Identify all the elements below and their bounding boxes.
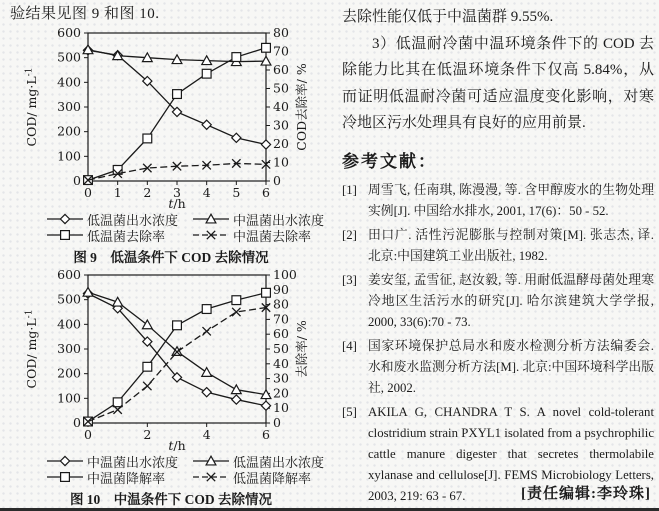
diamond-marker: [232, 133, 241, 142]
x-tick-label: 2: [143, 427, 152, 442]
paragraph-point-3: 3）低温耐冷菌中温环境条件下的 COD 去除能力比其在低温环境条件下仅高 5.84%，从而证明低温耐冷菌可适应温度变化影响，对寒冷地区污水处理具有良好的应用前景.: [342, 35, 654, 131]
legend-label: 低温菌出水浓度: [87, 212, 179, 228]
reference-text: AKILA G, CHANDRA T S. A novel cold-tolerant clostridium strain PXYL1 isolated from a psychrophilic cattle manure digester that secretes thermolabile xylanase and cellulose[J]. FEMS Microbiology Letters, 2003, 219: 63 - 67.: [368, 404, 654, 503]
legend-label: 中温菌降解率: [87, 470, 166, 486]
y-axis-right-label: COD去除率/ %: [294, 63, 309, 151]
figure-9-chart: [4, 25, 334, 211]
x-tick-label: 0: [84, 427, 92, 442]
legend-label: 中温菌出水浓度: [233, 212, 325, 228]
y-right-tick-label: 10: [273, 400, 289, 416]
figure-10: [4, 267, 338, 507]
cross-marker: [143, 382, 151, 390]
legend-key: [46, 229, 84, 241]
x-tick-label: 6: [262, 185, 270, 200]
figure-9-legend: [4, 211, 338, 243]
y-right-tick-label: 100: [273, 267, 297, 282]
x-tick-label: 5: [232, 185, 241, 200]
y-right-tick-label: 70: [273, 43, 289, 59]
triangle-marker: [202, 368, 212, 377]
square-marker: [262, 43, 271, 52]
figure-10-caption: 图 10 中温条件下 COD 去除情况: [69, 492, 273, 507]
figure-10-chart: [4, 267, 334, 453]
legend-key: [192, 229, 230, 241]
x-axis-label: t/h: [168, 438, 186, 453]
diamond-marker: [60, 456, 69, 465]
legend-key: [192, 213, 230, 225]
y-right-tick-label: 70: [273, 311, 289, 327]
square-marker: [262, 288, 271, 297]
legend-row: [46, 469, 338, 485]
square-marker: [173, 321, 182, 330]
cross-marker: [202, 327, 210, 335]
y-axis-right-label: 去除率/ %: [294, 320, 309, 378]
legend-key: [192, 455, 230, 467]
diamond-marker: [261, 140, 270, 149]
legend-key: [46, 471, 84, 483]
x-tick-label: 6: [262, 427, 270, 442]
reference-text: 周雪飞, 任南琪, 陈漫漫, 等. 含甲醇废水的生物处理实例[J]. 中国给水排水, 2001, 17(6)：50 - 52.: [368, 182, 654, 218]
legend-item: [46, 226, 192, 245]
y-left-tick-label: 0: [73, 415, 81, 430]
x-tick-label: 4: [202, 427, 211, 442]
triangle-marker: [142, 320, 152, 329]
y-right-tick-label: 90: [273, 281, 289, 297]
legend-label: 低温菌降解率: [233, 470, 312, 486]
y-left-tick-label: 500: [57, 291, 81, 307]
references-list: [342, 180, 654, 507]
y-right-tick-label: 60: [273, 62, 289, 77]
y-right-tick-label: 30: [273, 370, 289, 386]
y-left-tick-label: 600: [57, 25, 81, 40]
reference-number: [5]: [342, 404, 357, 419]
y-axis-left-label: COD/ $mg\cdot L^{-1}$: [24, 309, 39, 389]
y-left-tick-label: 200: [57, 365, 81, 381]
y-right-tick-label: 10: [273, 154, 289, 170]
x-axis-label: t/h: [168, 196, 186, 211]
y-right-tick-label: 0: [273, 173, 281, 188]
legend-key: [46, 455, 84, 467]
y-right-tick-label: 80: [273, 296, 289, 312]
legend-item: [46, 468, 192, 487]
figure-10-legend: [4, 453, 338, 485]
y-right-tick-label: 50: [273, 80, 289, 96]
square-marker: [113, 398, 122, 407]
y-right-tick-label: 60: [273, 326, 289, 342]
y-right-tick-label: 0: [273, 415, 281, 430]
y-left-tick-label: 400: [57, 74, 81, 90]
x-tick-label: 4: [202, 185, 211, 200]
legend-label: 低温菌出水浓度: [233, 454, 325, 470]
legend-row: [46, 227, 338, 243]
square-marker: [143, 134, 152, 143]
diamond-marker: [60, 214, 69, 223]
y-axis-left-label: COD/ $mg\cdot L^{-1}$: [24, 67, 39, 147]
intro-text: 验结果见图 9 和图 10.: [10, 6, 160, 22]
y-left-tick-label: 100: [57, 390, 81, 406]
y-left-tick-label: 300: [57, 99, 81, 114]
y-left-tick-label: 500: [57, 49, 81, 65]
diamond-marker: [261, 401, 270, 410]
y-right-tick-label: 80: [273, 25, 289, 40]
y-left-tick-label: 300: [57, 341, 81, 356]
y-right-tick-label: 50: [273, 341, 289, 356]
square-marker: [232, 53, 241, 62]
text-column: [342, 4, 654, 510]
figure-9: [4, 25, 338, 265]
paragraph-continued: 去除性能仅低于中温菌群 9.55%.: [342, 9, 554, 25]
x-tick-label: 2: [143, 185, 152, 200]
diamond-marker: [232, 395, 241, 404]
y-right-tick-label: 40: [273, 99, 289, 114]
reference-text: 田口广. 活性污泥膨胀与控制对策[M]. 张志杰, 译. 北京:中国建筑工业出版社, 1982.: [368, 227, 654, 263]
reference-item-4: [342, 336, 654, 399]
square-marker: [202, 305, 211, 314]
x-tick-label: 3: [173, 185, 181, 200]
triangle-marker: [113, 297, 123, 306]
reference-number: [1]: [342, 182, 357, 197]
square-marker: [173, 90, 182, 99]
x-tick-label: 0: [84, 185, 92, 200]
y-right-tick-label: 20: [273, 136, 289, 151]
reference-number: [2]: [342, 227, 357, 242]
references-heading: 参考文献：: [342, 151, 437, 171]
legend-label: 中温菌去除率: [233, 228, 312, 244]
legend-key: [46, 213, 84, 225]
reference-number: [4]: [342, 338, 357, 353]
y-left-tick-label: 600: [57, 267, 81, 282]
legend-label: 中温菌出水浓度: [87, 454, 179, 470]
y-left-tick-label: 100: [57, 148, 81, 164]
reference-text: 姜安玺, 孟雪征, 赵汝毅, 等. 用耐低温酵母菌处理寒冷地区生活污水的研究[J]. 哈尔滨建筑大学学报, 2000, 33(6):70 - 73.: [368, 272, 654, 329]
square-marker: [61, 473, 70, 482]
figure-9-caption: 图 9 低温条件下 COD 去除情况: [73, 250, 269, 265]
reference-number: [3]: [342, 272, 357, 287]
x-tick-label: 1: [113, 185, 122, 200]
reference-text: 国家环境保护总局水和废水检测分析方法编委会. 水和废水监测分析方法[M]. 北京:中国环境科学出版社, 2002.: [368, 338, 654, 395]
diamond-marker: [202, 120, 211, 129]
square-marker: [61, 231, 70, 240]
triangle-marker: [231, 385, 241, 394]
y-right-tick-label: 20: [273, 385, 289, 401]
editor-note: [责任编辑:李玲珠]: [521, 486, 651, 502]
diamond-marker: [202, 388, 211, 397]
y-right-tick-label: 40: [273, 355, 289, 371]
legend-item: [192, 468, 338, 487]
square-marker: [232, 296, 241, 305]
legend-key: [192, 471, 230, 483]
square-marker: [202, 69, 211, 78]
y-left-tick-label: 400: [57, 316, 81, 332]
y-left-tick-label: 0: [73, 173, 81, 188]
y-left-tick-label: 200: [57, 123, 81, 139]
legend-label: 低温菌去除率: [87, 228, 166, 244]
reference-item-2: [342, 225, 654, 267]
reference-item-1: [342, 180, 654, 222]
figures-column: [4, 2, 338, 507]
reference-item-3: [342, 270, 654, 333]
square-marker: [143, 362, 152, 371]
legend-item: [192, 226, 338, 245]
y-right-tick-label: 30: [273, 117, 289, 133]
